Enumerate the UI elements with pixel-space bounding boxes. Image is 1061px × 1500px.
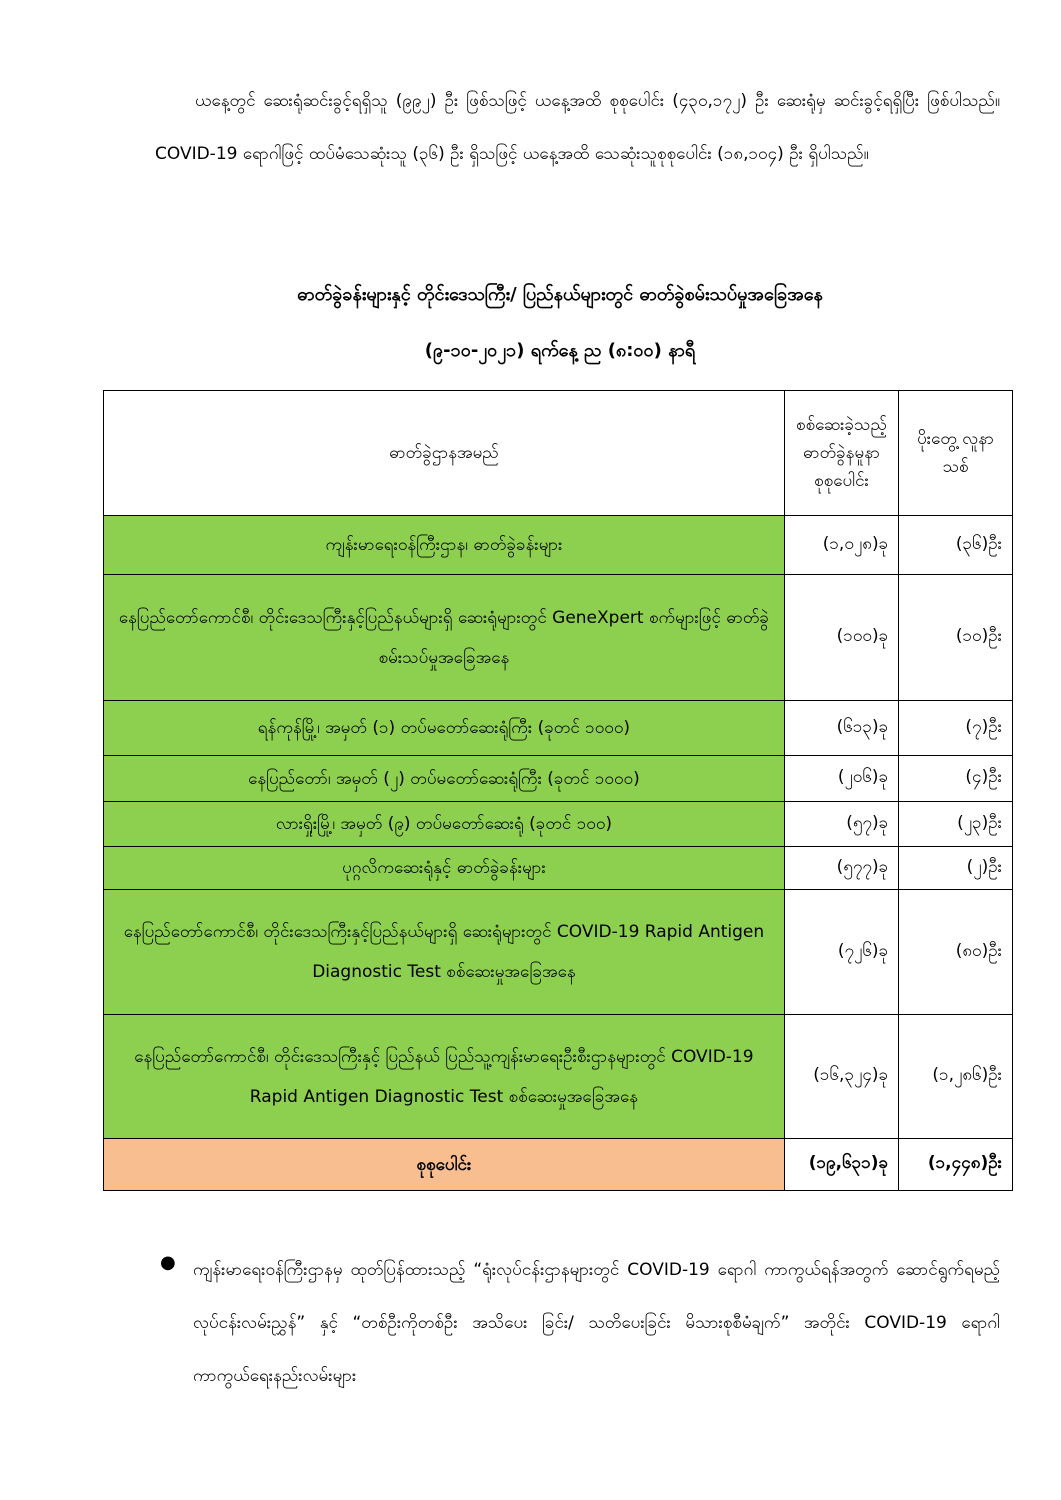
table-row xyxy=(104,575,1013,701)
positive-count: (၁၀)ဦး xyxy=(899,575,1013,701)
table-row xyxy=(104,890,1013,1015)
lab-name: နေပြည်တော်ကောင်စီ၊ တိုင်းဒေသကြီးနှင့် ပြည်နယ် ပြည်သူ့ကျန်းမာရေးဦးစီးဌာနများတွင် COVID-19 Rapid Antigen Diagnostic Test စစ်ဆေးမှုအခြေအနေ xyxy=(104,1015,785,1139)
table-total-row xyxy=(104,1139,1013,1191)
bullet-list-item xyxy=(160,1244,1000,1403)
tested-count: (၁၀၀)ခု xyxy=(784,575,898,701)
table-title: ဓာတ်ခွဲခန်းများနှင့် တိုင်းဒေသကြီး/ ပြည်နယ်များတွင် ဓာတ်ခွဲစမ်းသပ်မှုအခြေအနေ xyxy=(297,284,823,305)
tested-count: (၅၇)ခု xyxy=(784,802,898,847)
lab-name: နေပြည်တော်ကောင်စီ၊ တိုင်းဒေသကြီးနှင့်ပြည်နယ်များရှိ ဆေးရုံများတွင် COVID-19 Rapid Antigen Diagnostic Test စစ်ဆေးမှုအခြေအနေ xyxy=(104,890,785,1015)
bullet-dot-icon: ● xyxy=(160,1252,176,1273)
table-header-row xyxy=(104,391,1013,516)
testing-summary-table xyxy=(103,390,1013,1191)
tested-count: (၇၂၆)ခု xyxy=(784,890,898,1015)
tested-count: (၅၇၇)ခု xyxy=(784,847,898,890)
intro-paragraph: ယနေ့တွင် ဆေးရုံဆင်းခွင့်ရရှိသူ (၉၉၂) ဦး ဖြစ်သဖြင့် ယနေ့အထိ စုစုပေါင်း (၄၃၀,၁၇၂) ဦး ဆေးရုံမှ ဆင်းခွင့်ရရှိပြီး ဖြစ်ပါသည်။ COVID-19 ရောဂါဖြင့် ထပ်မံသေဆုံးသူ (၃၆) ဦး ရှိသဖြင့် ယနေ့အထိ သေဆုံးသူစုစုပေါင်း (၁၈,၁၀၄) ဦး ရှိပါသည်။ xyxy=(155,91,1000,164)
tested-count: (၆၁၃)ခု xyxy=(784,701,898,756)
tested-count: (၁၆,၃၂၄)ခု xyxy=(784,1015,898,1139)
header-lab-name: ဓာတ်ခွဲဌာနအမည် xyxy=(104,391,785,516)
bullet-text: ကျန်းမာရေးဝန်ကြီးဌာနမှ ထုတ်ပြန်ထားသည့် “ရုံးလုပ်ငန်းဌာနများတွင် COVID-19 ရောဂါ ကာကွယ်ရန်အတွက် ဆောင်ရွက်ရမည့် လုပ်ငန်းလမ်းညွှန်” နှင့် “တစ်ဦးကိုတစ်ဦး အသိပေး ခြင်း/ သတိပေးခြင်း မိသားစုစီမံချက်” အတိုင်း COVID-19 ရောဂါ ကာကွယ်ရေးနည်းလမ်းများ xyxy=(193,1260,1000,1386)
table-date: (၉-၁၀-၂၀၂၁) ရက်နေ့ ည (၈:၀၀) နာရီ xyxy=(424,340,696,361)
positive-count: (၃၆)ဦး xyxy=(899,516,1013,575)
positive-count: (၁,၂၈၆)ဦး xyxy=(899,1015,1013,1139)
table-row xyxy=(104,847,1013,890)
total-positive: (၁,၄၄၈)ဦး xyxy=(899,1139,1013,1191)
lab-name: ရန်ကုန်မြို့၊ အမှတ် (၁) တပ်မတော်ဆေးရုံကြီး (ခုတင် ၁၀၀၀) xyxy=(104,701,785,756)
total-label: စုစုပေါင်း xyxy=(104,1139,785,1191)
table-row xyxy=(104,1015,1013,1139)
table-row xyxy=(104,756,1013,802)
total-tested: (၁၉,၆၃၁)ခု xyxy=(784,1139,898,1191)
tested-count: (၂၀၆)ခု xyxy=(784,756,898,802)
positive-count: (၄)ဦး xyxy=(899,756,1013,802)
table-row xyxy=(104,701,1013,756)
lab-name: နေပြည်တော်၊ အမှတ် (၂) တပ်မတော်ဆေးရုံကြီး (ခုတင် ၁၀၀၀) xyxy=(104,756,785,802)
table-row xyxy=(104,802,1013,847)
lab-name: ကျန်းမာရေးဝန်ကြီးဌာန၊ ဓာတ်ခွဲခန်းများ xyxy=(104,516,785,575)
lab-name: ပုဂ္ဂလိကဆေးရုံနှင့် ဓာတ်ခွဲခန်းများ xyxy=(104,847,785,890)
lab-name: လားရှိုးမြို့၊ အမှတ် (၉) တပ်မတော်ဆေးရုံ (ခုတင် ၁၀၀) xyxy=(104,802,785,847)
positive-count: (၂)ဦး xyxy=(899,847,1013,890)
header-positive: ပိုးတွေ့ လူနာသစ် xyxy=(899,391,1013,516)
lab-name: နေပြည်တော်ကောင်စီ၊ တိုင်းဒေသကြီးနှင့်ပြည်နယ်များရှိ ဆေးရုံများတွင် GeneXpert စက်များဖြင့် ဓာတ်ခွဲစမ်းသပ်မှုအခြေအနေ xyxy=(104,575,785,701)
positive-count: (၂၃)ဦး xyxy=(899,802,1013,847)
table-row xyxy=(104,516,1013,575)
tested-count: (၁,၀၂၈)ခု xyxy=(784,516,898,575)
positive-count: (၈၀)ဦး xyxy=(899,890,1013,1015)
header-tested: စစ်ဆေးခဲ့သည့် ဓာတ်ခွဲနမူနာ စုစုပေါင်း xyxy=(784,391,898,516)
positive-count: (၇)ဦး xyxy=(899,701,1013,756)
